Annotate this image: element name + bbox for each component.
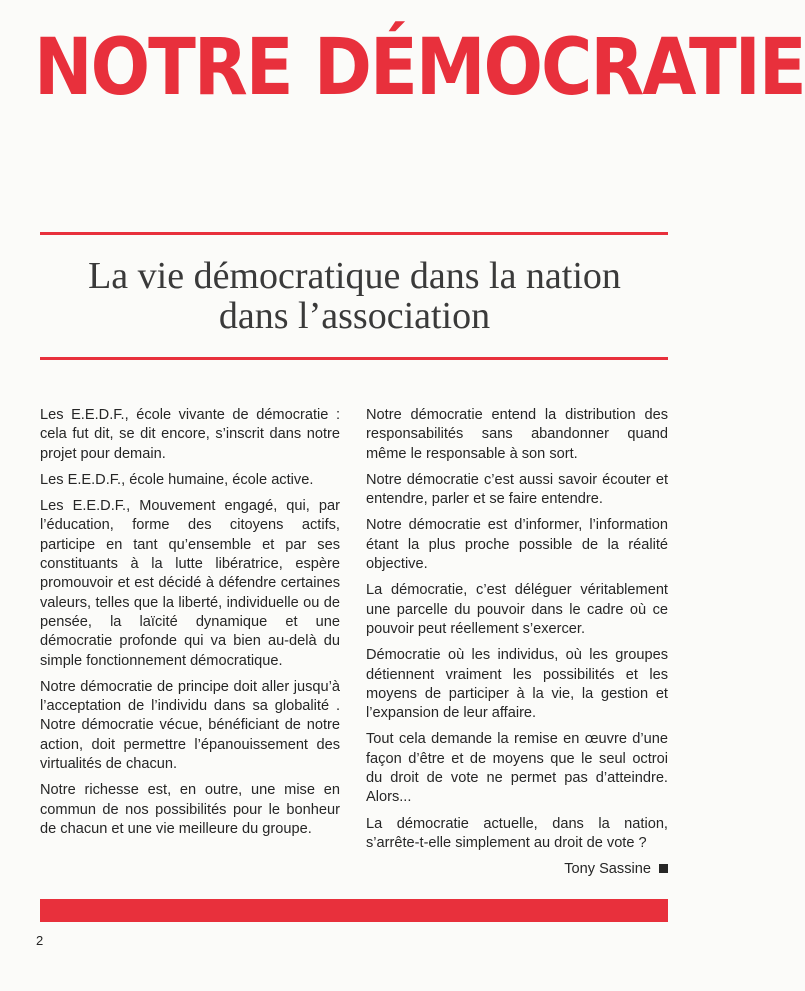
paragraph: Démocratie où les individus, où les groupes détiennent vraiment les possibilités et les moyens de participer à la vie, la gestion et l’expansion de leur affaire. <box>366 647 668 722</box>
right-column <box>366 406 668 887</box>
headline-line-1: La vie démocratique dans la nation <box>88 255 621 297</box>
article-headline <box>20 256 689 336</box>
paragraph: Les E.E.D.F., école humaine, école active. <box>40 471 314 488</box>
paragraph: Notre démocratie entend la distribution des responsabilités sans abandonner quand même le responsable à son sort. <box>366 407 668 462</box>
paragraph: Notre démocratie de principe doit aller jusqu’à l’acceptation de l’individu dans sa globalité . Notre démocratie vécue, bénéficiant de notre action, doit permettre l’épanouissement des virtualités de chacun. <box>40 678 340 773</box>
end-of-article-square-icon <box>659 864 668 873</box>
paragraph: Tout cela demande la remise en œuvre d’une façon d’être et de moyens que le seul octroi du droit de vote ne permet pas d’atteindre. Alors... <box>366 731 668 806</box>
left-column <box>40 406 340 846</box>
footer-red-band <box>40 899 668 922</box>
paragraph: Notre démocratie c’est aussi savoir écouter et entendre, parler et se faire entendre. <box>366 471 668 508</box>
middle-red-rule <box>40 357 668 360</box>
author-name: Tony Sassine <box>564 861 651 878</box>
top-red-rule <box>40 232 668 235</box>
page-number: 2 <box>36 933 44 948</box>
masthead-title: NOTRE DÉMOCRATIE <box>34 21 805 114</box>
author-signature <box>366 860 668 879</box>
paragraph: Notre démocratie est d’informer, l’information étant la plus proche possible de la réalité objective. <box>366 517 668 573</box>
paragraph: Les E.E.D.F., école vivante de démocratie : cela fut dit, se dit encore, s’inscrit dans notre projet pour demain. <box>40 407 340 462</box>
paragraph: Les E.E.D.F., Mouvement engagé, qui, par l’éducation, forme des citoyens actifs, participe en tant qu’ensemble et par ses constituants à la lutte libératrice, espère promouvoir et est décidé à défendre certaines valeurs, telles que la liberté, individuelle ou de pensée, la laïcité dynamique et une démocratie profonde qui va bien au-delà du simple fonctionnement démocratique. <box>40 498 340 669</box>
paragraph: La démocratie actuelle, dans la nation, s’arrête-t-elle simplement au droit de vote ? <box>366 815 668 851</box>
headline-line-2: dans l’association <box>218 295 491 337</box>
paragraph: La démocratie, c’est déléguer véritablement une parcelle du pouvoir dans le cadre où ce pouvoir peut réellement s’exercer. <box>366 582 668 637</box>
paragraph: Notre richesse est, en outre, une mise en commun de nos possibilités pour le bonheur de chacun et une vie meilleure du groupe. <box>40 782 340 837</box>
